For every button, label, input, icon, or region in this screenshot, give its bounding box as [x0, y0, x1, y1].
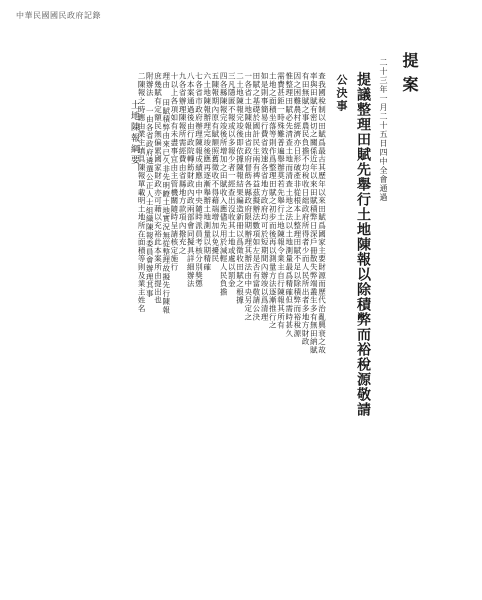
body-column: 五陳報期內原有賦額照舊徵收不得藉端增加以免擾民	[210, 72, 220, 263]
body-column: 率與田賦有密切之關係近年以來田賦積弊日深戶冊散失弊端叢生多有無田納賦	[309, 72, 319, 355]
body-column: 七各省市政府辦理陳報成績應由中央隨時派員考核分別獎懲	[194, 72, 204, 288]
body-column: 惟整理田賦必先清查土地而清查土地之法以土地測量最爲精確但需時甚久	[284, 72, 294, 338]
body-column: 八本案通過後由行政院轉飭財政內政兩部會同擬具詳細辦法	[186, 72, 196, 288]
body-column: 一各省土地陳報由省政府督飭各縣政府限期辦理其辦法由中央另定之	[243, 72, 253, 321]
body-column: 十以上各項如有未盡事宜由主管機關隨時呈請核定施行	[169, 72, 179, 272]
doc-committee: 公決事	[335, 74, 348, 113]
body-column: 九各省辦理陳報所需經費由省縣地方款項內撥充之	[178, 72, 188, 255]
body-column: 三凡隱匿不報或以多報少者一經查出沒收其土地或處以罰金	[227, 72, 237, 288]
doc-title: 提案	[400, 52, 419, 100]
body-column: 二土地陳報完竣後即依據陳報結果編造新冊以爲徵收田賦之根據	[235, 72, 245, 305]
body-column: 如是則事簡易行費省效速各省地方政府均可於短期間內辦竣以爲清理	[260, 72, 270, 321]
doc-date: 二十三年一月二十五日四中全會通過	[379, 58, 388, 202]
doc-closing: 土地陳報綱要	[129, 100, 139, 166]
body-column: 二陳報之時應由業主填具陳報單載明土地所在面積等則及業主姓名	[137, 72, 147, 313]
body-column: 因之困難農村經濟亦日形破產非從根本上整理田賦不足以除積弊而裕稅源	[292, 72, 302, 338]
body-column: 需費甚鉅一時殊難普遍舉辦莫若先舉行土地陳報令業主自行陳報其所有	[276, 72, 286, 330]
body-column: 理由 田賦積弊由來已久非先明瞭土地實況無從整理故擬先行陳報	[161, 72, 171, 315]
body-column: 附辦法 一由各省政府遴選公正人士組織陳報委員會辦理其事	[145, 72, 155, 298]
doc-heading: 提議整理田賦先舉行土地陳報以除積弊而裕稅源敬請	[355, 72, 371, 417]
body-column: 有田無賦之事農民負擔不均稅收日絀政府所得者少而人民所出者多地方財政	[301, 72, 311, 346]
body-column: 庶幾賦有定額民無偏累國家財政亦可藉以充裕此本案所由提出也	[153, 72, 163, 305]
body-column: 土地之面積坐落等則作爲整理田賦之初步而後再以測量方法逐漸推行之	[268, 72, 278, 330]
archive-stamp: 中華民國國民政府記錄	[16, 11, 101, 20]
body-column: 四各縣陳報完竣後所增加之田賦收入應儘先用於減輕人民負擔	[219, 72, 229, 297]
body-column: 田賦之基礎於國計民生兩有裨益茲擬辦法數項如左是否有當敬請公決	[251, 72, 261, 321]
body-column: 查我國稅制以田賦爲最古其歷年以來田賦爲國家主要財源而歷代治亂興衰之故	[317, 72, 327, 355]
body-column: 六土地陳報辦理完竣後應再逐漸舉辦土地測量以期精確	[202, 72, 212, 272]
